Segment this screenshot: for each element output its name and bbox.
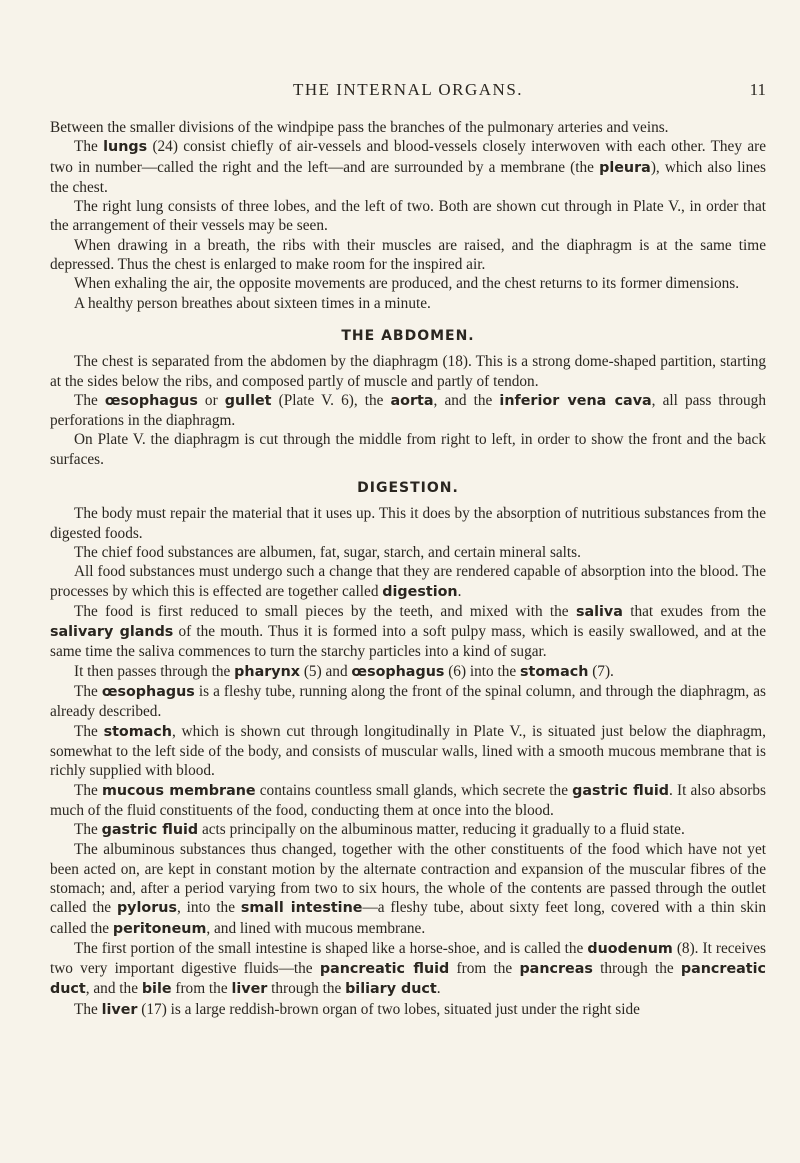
- section-heading-digestion: DIGESTION.: [357, 480, 459, 497]
- paragraph: The first portion of the small intestine is shaped like a horse-shoe, and is called the duodenum (8). It receives two very important digestive fluids—the pancreatic fluid from the pancreas through the pancreatic duct, and the bile from the liver through the biliary duct.: [50, 939, 767, 998]
- bold-term: pylorus: [116, 900, 177, 917]
- page-header: [50, 80, 766, 102]
- bold-term: small intestine: [240, 900, 363, 917]
- paragraph: The lungs (24) consist chiefly of air-vessels and blood-vessels closely interwoven with each other. They are two in number—called the right and the left—and are surrounded by a membrane (the pleura), which also lines the chest.: [50, 138, 767, 196]
- bold-term: œsophagus: [104, 392, 198, 409]
- paragraph: When exhaling the air, the opposite movements are produced, and the chest returns to its former dimensions.: [74, 275, 740, 293]
- paragraph: The mucous membrane contains countless small glands, which secrete the gastric fluid. It also absorbs much of the fluid constituents of the food, conducting them at once into the blood.: [50, 781, 767, 819]
- bold-term: pancreatic duct: [50, 961, 767, 998]
- paragraph: It then passes through the pharynx (5) and œsophagus (6) into the stomach (7).: [74, 662, 614, 680]
- abdomen-section: [50, 352, 766, 469]
- body-text: [50, 118, 766, 1020]
- bold-term: biliary duct: [345, 981, 437, 998]
- paragraph: The body must repair the material that it uses up. This it does by the absorption of nutritious substances from the digested foods.: [50, 505, 766, 542]
- section-heading-abdomen: THE ABDOMEN.: [341, 327, 475, 344]
- digestion-section: [50, 504, 766, 1020]
- paragraph: The right lung consists of three lobes, and the left of two. Both are shown cut through in Plate V., in order that the arrangement of their vessels may be seen.: [50, 198, 766, 235]
- paragraph: When drawing in a breath, the ribs with their muscles are raised, and the diaphragm is at the same time depressed. Thus the chest is enlarged to make room for the inspired air.: [50, 236, 766, 274]
- bold-term: bile: [141, 981, 172, 998]
- bold-term: pancreatic fluid: [319, 961, 450, 978]
- bold-term: liver: [101, 1001, 138, 1018]
- bold-term: liver: [231, 981, 268, 998]
- running-title: THE INTERNAL ORGANS.: [292, 80, 524, 99]
- bold-term: gullet: [224, 392, 272, 409]
- bold-term: œsophagus: [351, 663, 445, 680]
- bold-term: saliva: [575, 603, 623, 620]
- lungs-section: [50, 118, 766, 313]
- bold-term: lungs: [103, 139, 148, 156]
- bold-term: stomach: [520, 663, 589, 680]
- bold-term: gastric fluid: [572, 782, 670, 799]
- paragraph: All food substances must undergo such a change that they are rendered capable of absorption into the blood. The processes by which this is effected are together called digestion.: [50, 563, 766, 600]
- bold-term: pleura: [599, 159, 651, 176]
- bold-term: pancreas: [519, 961, 593, 978]
- bold-term: salivary glands: [50, 624, 174, 641]
- bold-term: pharynx: [234, 663, 301, 680]
- paragraph: On Plate V. the diaphragm is cut through the middle from right to left, in order to show the front and the back surfaces.: [50, 431, 766, 468]
- page-number: 11: [749, 80, 766, 99]
- paragraph: The œsophagus is a fleshy tube, running along the front of the spinal column, and through the diaphragm, as already described.: [50, 683, 767, 721]
- bold-term: gastric fluid: [101, 822, 199, 839]
- paragraph: The œsophagus or gullet (Plate V. 6), the aorta, and the inferior vena cava, all pass through perforations in the diaphragm.: [50, 391, 766, 430]
- bold-term: duodenum: [587, 940, 673, 957]
- bold-term: digestion: [382, 583, 458, 600]
- bold-term: peritoneum: [112, 920, 207, 937]
- paragraph: Between the smaller divisions of the windpipe pass the branches of the pulmonary arteries and veins.: [50, 119, 669, 136]
- paragraph: A healthy person breathes about sixteen times in a minute.: [74, 294, 431, 312]
- paragraph: The albuminous substances thus changed, together with the other constituents of the food which have not yet been acted on, are kept in constant motion by the alternate contraction and expansion of the muscular fibres of the stomach; and, after a period varying from two to six hours, the whole of the contents are passed through the outlet called the pylorus, into the small intestine—a fleshy tube, about sixty feet long, covered with a thin skin called the peritoneum, and lined with mucous membrane.: [50, 841, 766, 937]
- bold-term: œsophagus: [101, 684, 195, 701]
- paragraph: The chief food substances are albumen, fat, sugar, starch, and certain mineral salts.: [74, 543, 581, 561]
- paragraph: The gastric fluid acts principally on the albuminous matter, reducing it gradually to a fluid state.: [74, 821, 685, 839]
- paragraph: The chest is separated from the abdomen by the diaphragm (18). This is a strong dome-shaped partition, starting at the sides below the ribs, and composed partly of muscle and partly of tendon.: [50, 353, 766, 390]
- bold-term: inferior vena cava: [499, 392, 652, 409]
- paragraph: The stomach, which is shown cut through longitudinally in Plate V., is situated just below the diaphragm, somewhat to the left side of the body, and consists of muscular walls, lined with a smooth mucous membrane that is richly supplied with blood.: [50, 722, 767, 780]
- bold-term: stomach: [103, 723, 172, 740]
- paragraph: The food is first reduced to small pieces by the teeth, and mixed with the saliva that exudes from the salivary glands of the mouth. Thus it is formed into a soft pulpy mass, which is easily swallowed, and at the same time the saliva commences to turn the starchy particles into a kind of sugar.: [50, 602, 767, 661]
- paragraph: The liver (17) is a large reddish-brown organ of two lobes, situated just under the right side: [74, 1000, 640, 1018]
- bold-term: mucous membrane: [101, 782, 256, 799]
- bold-term: aorta: [390, 392, 434, 409]
